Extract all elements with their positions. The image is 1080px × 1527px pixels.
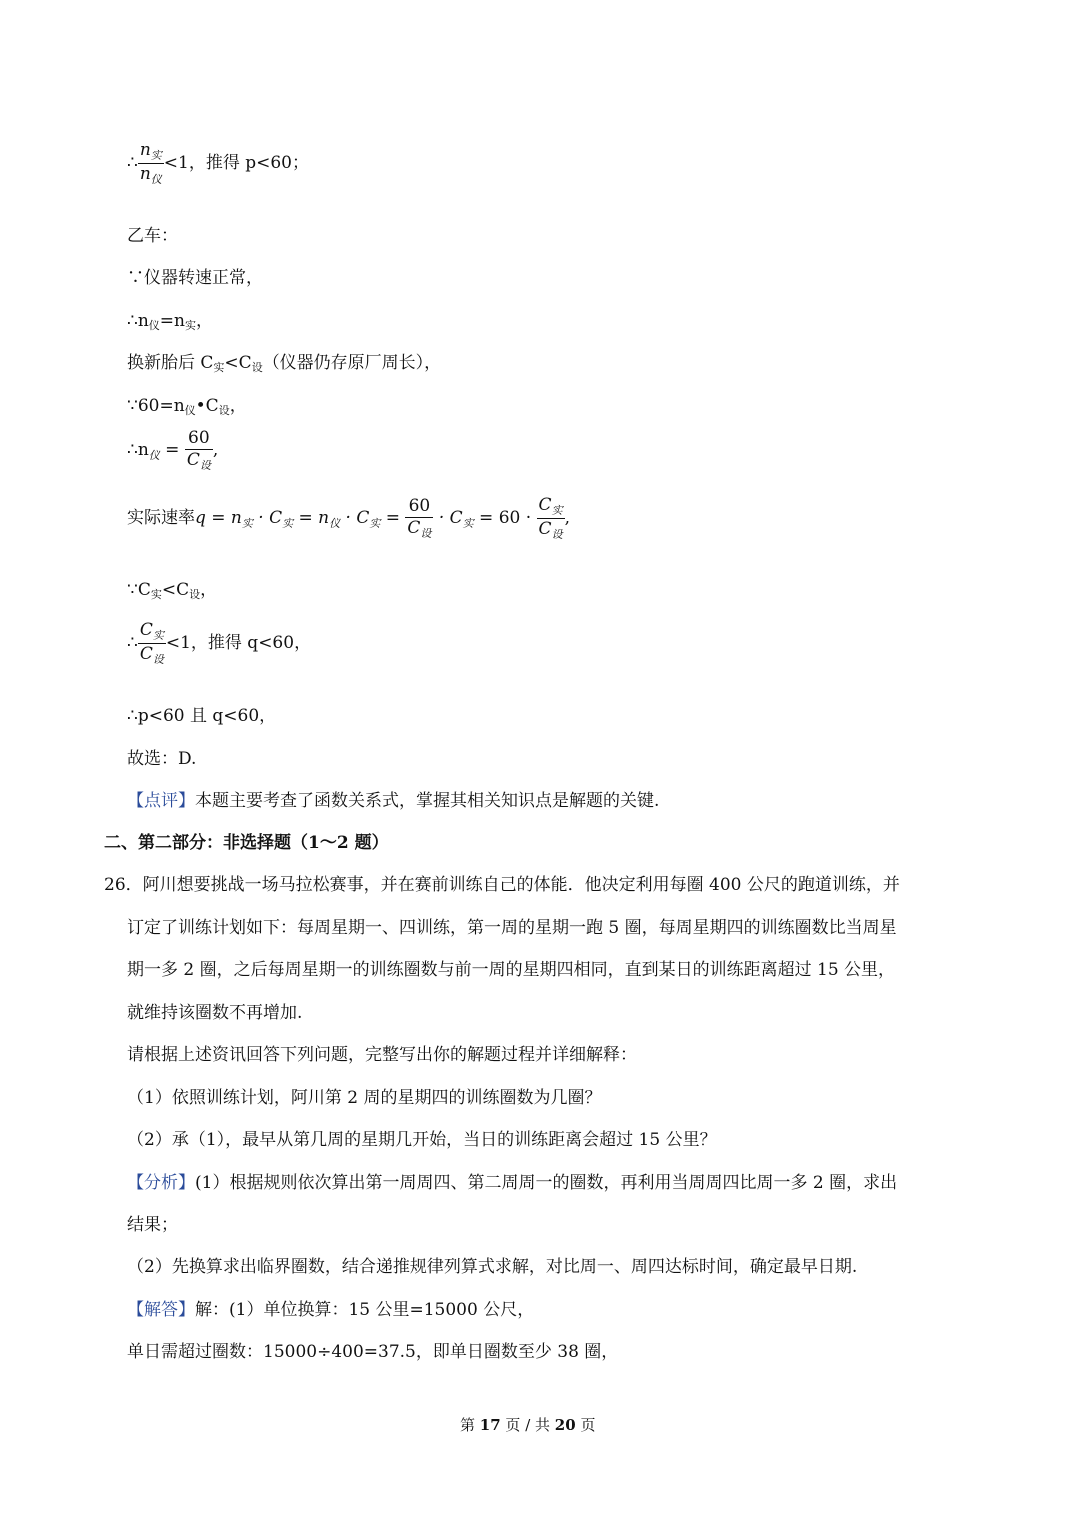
- analysis-line-1: 【分析】(1）根据规则依次算出第一周周四、第二周周一的圈数，再利用当周周四比周一多 2 圈，求出: [127, 1173, 898, 1193]
- analysis-tag: 【分析】: [127, 1173, 195, 1193]
- section-heading: 二、第二部分：非选择题（1～2 题）: [104, 833, 389, 853]
- analysis-line-2: 结果；: [127, 1215, 178, 1235]
- analysis-line-3: （2）先换算求出临界圈数，结合递推规律列算式求解，对比周一、周四达标时间，确定最早日期.: [127, 1257, 858, 1277]
- line-answer-d: 故选：D.: [127, 749, 197, 769]
- solution-line-1: 【解答】解：(1）单位换算：15 公里=15000 公尺，: [127, 1300, 535, 1320]
- question-26-line-2: 订定了训练计划如下：每周星期一、四训练，第一周的星期一跑 5 圈，每周星期四的训练圈数比当周星: [127, 918, 897, 938]
- current-page-number: 17: [479, 1416, 501, 1434]
- line-actual-rate: 实际速率$q = n_实 \cdot C_实 = n_仪 \cdot C_实$ = $\frac{60}{C_设}$ · $C_实 = 60$ · $\frac{C_实}{C_设}$ ,: [127, 495, 570, 541]
- line-therefore-n-ratio: ∴ $\frac{n_实}{n_仪}$ <1，推得 p<60；: [127, 140, 310, 186]
- comment-tag: 【点评】: [127, 791, 195, 811]
- line-60-equals: ∵60=n仪•C设，: [127, 396, 247, 417]
- line-n-equal: ∴n仪=n实，: [127, 311, 213, 332]
- line-therefore-c-ratio: ∴ $\frac{C_实}{C_设}$ <1，推得 q<60，: [127, 620, 312, 666]
- line-comment: 【点评】本题主要考查了函数关系式，掌握其相关知识点是解题的关键.: [127, 791, 660, 811]
- line-n-instrument-frac: $\therefore n_仪$ = $\frac{60}{C_设}$ ,: [127, 428, 219, 472]
- fraction-c-actual-over-c-set: $\frac{C_实}{C_设}$: [538, 495, 563, 541]
- page-footer: 第 17 页 / 共 20 页: [460, 1416, 596, 1434]
- fraction-n-ratio: $\frac{n_实}{n_仪}$: [139, 140, 162, 186]
- fraction-60-over-c-set: $\frac{60}{C_设}$: [407, 496, 432, 540]
- question-26-line-4: 就维持该圈数不再增加.: [127, 1003, 303, 1023]
- question-instructions: 请根据上述资讯回答下列问题，完整写出你的解题过程并详细解释：: [127, 1045, 637, 1065]
- line-normal-speed: ∵仪器转速正常，: [127, 268, 263, 288]
- sub-question-1: （1）依照训练计划，阿川第 2 周的星期四的训练圈数为几圈？: [127, 1088, 602, 1108]
- fraction-60-over-c: $\frac{60}{C_设}$: [186, 428, 211, 472]
- sub-question-2: （2）承（1），最早从第几周的星期几开始，当日的训练距离会超过 15 公里？: [127, 1130, 717, 1150]
- question-26-line-3: 期一多 2 圈，之后每周星期一的训练圈数与前一周的星期四相同，直到某日的训练距离超过 15 公里，: [127, 960, 896, 980]
- total-page-number: 20: [554, 1416, 576, 1434]
- line-p-and-q: ∴p<60 且 q<60，: [127, 706, 277, 726]
- line-car-b: 乙车：: [127, 226, 178, 246]
- fraction-c-ratio: $\frac{C_实}{C_设}$: [139, 620, 164, 666]
- line-new-tire: 换新胎后 C实<C设（仪器仍存原厂周长），: [127, 353, 442, 374]
- solution-line-2: 单日需超过圈数：15000÷400=37.5，即单日圈数至少 38 圈，: [127, 1342, 619, 1362]
- question-26-line-1: 26．阿川想要挑战一场马拉松赛事，并在赛前训练自己的体能．他决定利用每圈 400 公尺的跑道训练，并: [104, 875, 900, 895]
- solution-tag: 【解答】: [127, 1300, 195, 1320]
- line-because-c: ∵C实<C设，: [127, 580, 218, 601]
